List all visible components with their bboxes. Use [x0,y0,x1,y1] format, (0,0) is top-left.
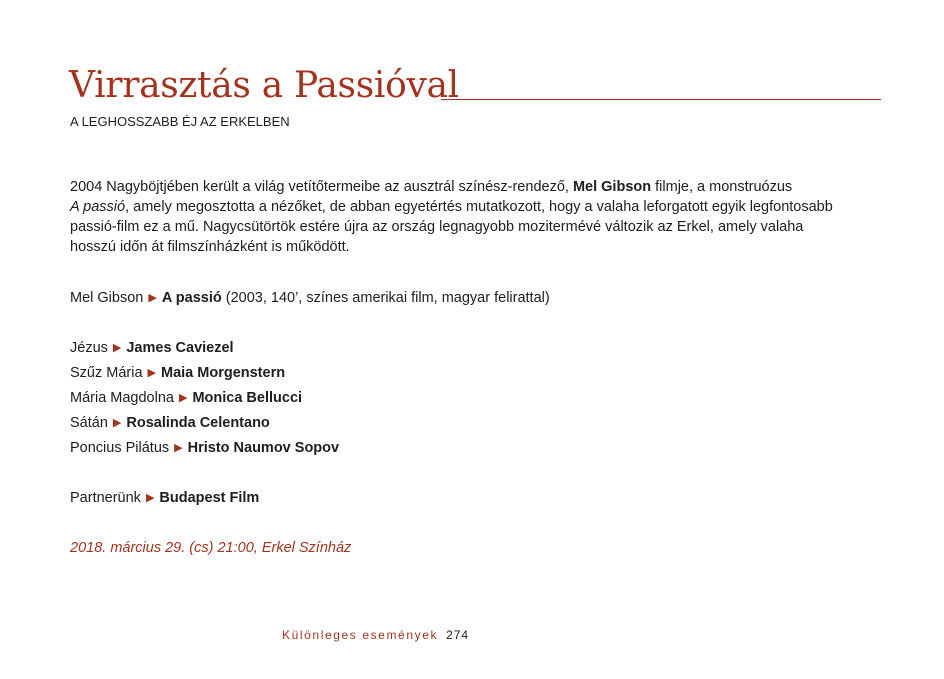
partner-name: Budapest Film [159,490,260,506]
intro-line-3: passió-film ez a mű. Nagycsütörtök estére újra az ország legnagyobb mozitermévé változik az Erkel, amely valaha [70,219,804,235]
page-subtitle: A LEGHOSSZABB ÉJ AZ ERKELBEN [70,114,290,129]
intro-text: , amely megosztotta a nézőket, de abban egyetértés mutatkozott, hogy a valaha leforgatott egyik legfontosabb [125,199,833,215]
intro-director: Mel Gibson [572,179,652,195]
cast-row [70,388,339,413]
triangle-right-icon: ▶ [145,492,155,504]
footer-section-name: Különleges események [282,628,439,642]
title-row [69,62,881,110]
title-rule [441,99,881,100]
intro-text: filmje, a monstruózus [651,179,793,195]
cast-role: Szűz Mária [70,365,143,381]
intro-line-1 [70,177,833,197]
cast-actor: Monica Bellucci [192,390,303,406]
intro-line-2 [70,197,833,217]
page-footer [282,627,469,643]
film-details: (2003, 140’, színes amerikai film, magyar felirattal) [221,290,550,306]
partner-label: Partnerünk [70,490,141,506]
triangle-right-icon: ▶ [147,367,156,379]
cast-row [70,363,339,388]
cast-row [70,438,339,463]
cast-list [70,338,339,463]
cast-role: Mária Magdolna [70,390,174,406]
cast-row [70,413,339,438]
cast-actor: Rosalinda Celentano [126,415,270,431]
triangle-right-icon: ▶ [174,442,183,454]
intro-film-title: A passió [70,199,126,215]
cast-actor: James Caviezel [126,340,234,356]
cast-actor: Hristo Naumov Sopov [187,440,340,456]
triangle-right-icon: ▶ [148,292,157,304]
film-title: A passió [161,290,222,306]
film-director: Mel Gibson [70,290,144,306]
intro-paragraph [70,177,833,257]
intro-line-4: hosszú időn át filmszínházként is működött. [70,239,350,255]
triangle-right-icon: ▶ [112,417,122,429]
cast-role: Sátán [70,415,108,431]
partner-info [70,488,259,509]
intro-text: 2004 Nagyböjtjében került a világ vetítőtermeibe az ausztrál színész-rendező, [70,179,573,195]
cast-row [70,338,339,363]
film-info [70,288,550,309]
triangle-right-icon: ▶ [178,392,188,404]
cast-actor: Maia Morgenstern [161,365,286,381]
page-title: Virrasztás a Passióval [69,65,459,106]
cast-role: Poncius Pilátus [70,440,170,456]
event-date: 2018. március 29. (cs) 21:00, Erkel Színház [70,540,352,556]
triangle-right-icon: ▶ [112,342,122,354]
page-number: 274 [446,628,470,642]
cast-role: Jézus [70,340,108,356]
